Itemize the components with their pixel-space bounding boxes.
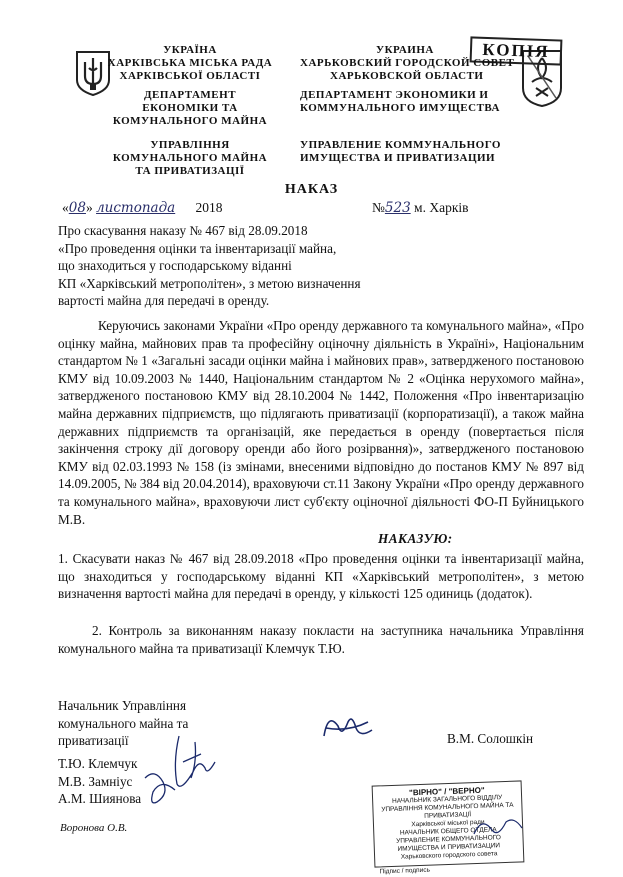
stamp-line: УПРАВЛІННЯ КОМУНАЛЬНОГО МАЙНА ТА ПРИВАТИЗАЦІЇ — [381, 801, 514, 820]
header-ru-dept2: КОММУНАЛЬНОГО ИМУЩЕСТВА — [300, 102, 501, 114]
order-number: 523 — [384, 200, 411, 216]
stamp-line: НАЧАЛЬНИК ЗАГАЛЬНОГО ВІДДІЛУ — [392, 794, 503, 805]
header-ua-upr1: УПРАВЛІННЯ — [150, 139, 230, 151]
date-month: листопада — [96, 200, 176, 216]
signature-position-line: комунального майна та — [58, 715, 189, 731]
subject-line: «Про проведення оцінки та інвентаризації майна, — [58, 240, 337, 256]
subject-line: що знаходиться у господарському віданні — [58, 258, 292, 274]
stamp-line: Підпис / подпись — [379, 866, 431, 876]
header-ru-dept1: ДЕПАРТАМЕНТ ЭКОНОМИКИ И — [300, 89, 489, 101]
approval-name: А.М. Шиянова — [58, 791, 142, 807]
header-ua-dept3: КОМУНАЛЬНОГО МАЙНА — [112, 115, 268, 127]
header-ua-dept2: ЕКОНОМІКИ ТА — [142, 102, 238, 114]
header-ru-line3: ХАРЬКОВСКОЙ ОБЛАСТИ — [330, 70, 484, 82]
document-title: НАКАЗ — [284, 182, 339, 197]
stamp-line: Харьковского городского совета — [400, 850, 498, 861]
order-number-line — [372, 200, 469, 216]
signature-position-line: приватизації — [58, 733, 129, 749]
stamp-line: НАЧАЛЬНИК ОБЩЕГО ОТДЕЛА — [399, 826, 497, 837]
stamp-line: "ВІРНО" / "ВЕРНО" — [408, 785, 485, 798]
header-ru-upr2: ИМУЩЕСТВА И ПРИВАТИЗАЦИИ — [300, 152, 496, 164]
stamp-line: УПРАВЛЕНИЕ КОММУНАЛЬНОГО ИМУЩЕСТВА И ПРИВАТИЗАЦИИ — [396, 834, 502, 853]
order-number-prefix: № — [372, 200, 385, 215]
header-ua-line3: ХАРКІВСЬКОЇ ОБЛАСТІ — [119, 70, 261, 82]
date-day: 08 — [68, 200, 86, 216]
stamp-line: Харківської міської ради — [411, 818, 485, 829]
order-city: м. Харків — [414, 200, 469, 215]
stamp-signature — [470, 812, 530, 842]
subject-block — [58, 222, 418, 310]
subject-line: вартості майна для передачі в оренду. — [58, 293, 270, 309]
order-heading-text: НАКАЗУЮ: — [378, 531, 453, 546]
header-ua-upr2: КОМУНАЛЬНОГО МАЙНА — [112, 152, 268, 164]
handwritten-signature-main — [318, 708, 378, 748]
order-item-1: 1. Скасувати наказ № 467 від 28.09.2018 «Про проведення оцінки та інвентаризації майна, що знаходиться у господарському віданні КП «Харківський метрополітен», з метою визначення вартості майна для передачі в оренду, у кількості 125 одиниць (додаток). — [58, 551, 584, 602]
subject-line: Про скасування наказу № 467 від 28.09.2018 — [58, 223, 308, 238]
date-open-quote: « — [62, 200, 69, 215]
signature-position-line: Начальник Управління — [58, 698, 187, 713]
signatory-name: В.М. Солошкін — [447, 731, 534, 746]
date-close-quote: » — [85, 200, 93, 215]
executor-name: Воронова О.В. — [60, 822, 128, 834]
subject-line: КП «Харківський метрополітен», з метою визначення — [58, 275, 361, 291]
date-year: 2018 — [195, 200, 223, 215]
header-ru-line1: УКРАИНА — [376, 44, 434, 56]
header-ua-upr3: ТА ПРИВАТИЗАЦІЇ — [135, 165, 245, 177]
copy-stamp: КОПІЯ — [470, 36, 563, 65]
approval-name: М.В. Замніус — [58, 773, 133, 789]
header-ua-line2: ХАРКІВСЬКА МІСЬКА РАДА — [107, 57, 273, 69]
header-ua-dept1: ДЕПАРТАМЕНТ — [143, 89, 237, 101]
approval-name: Т.Ю. Клемчук — [58, 756, 138, 771]
header-ru-line2: ХАРЬКОВСКИЙ ГОРОДСКОЙ СОВЕТ — [300, 57, 515, 69]
handwritten-approval-signatures — [135, 732, 225, 812]
order-item-2: 2. Контроль за виконанням наказу покласти на заступника начальника Управління комунального майна та приватизації Клемчук Т.Ю. — [58, 623, 584, 656]
header-ua-line1: УКРАЇНА — [163, 44, 217, 56]
preamble-paragraph: Керуючись законами України «Про оренду державного та комунального майна», «Про оцінку майна, майнових прав та професійну оціночну діяльність в Україні», Національним стандартом № 1 «Загальні засади оцінки майна і майнових прав», затвердженого постановою КМУ від 10.09.2003 № 1440, Національним стандартом № 2 «Оцінка нерухомого майна», затвердженого постановою КМУ від 28.10.2004 № 1442, Положення «Про інвентаризацію майна державних підприємств, що підлягають приватизації (корпоратизації), а також майна державних підприємств та організацій, яке передається в оренду (повертається після закінчення строку дії договору оренди або його розірвання)», затвердженого постановою КМУ від 02.03.1993 № 158 (із змінами, внесеними відповідно до постанов КМУ № 897 від 14.09.2005, № 384 від 20.04.2014), враховуючи ст.11 Закону України «Про оренду державного та комунального майна», враховуючи лист суб'єкту оціночної діяльності ФО-П Буйницького М.В. — [58, 318, 584, 527]
header-ru-upr1: УПРАВЛЕНИЕ КОММУНАЛЬНОГО — [300, 139, 501, 151]
